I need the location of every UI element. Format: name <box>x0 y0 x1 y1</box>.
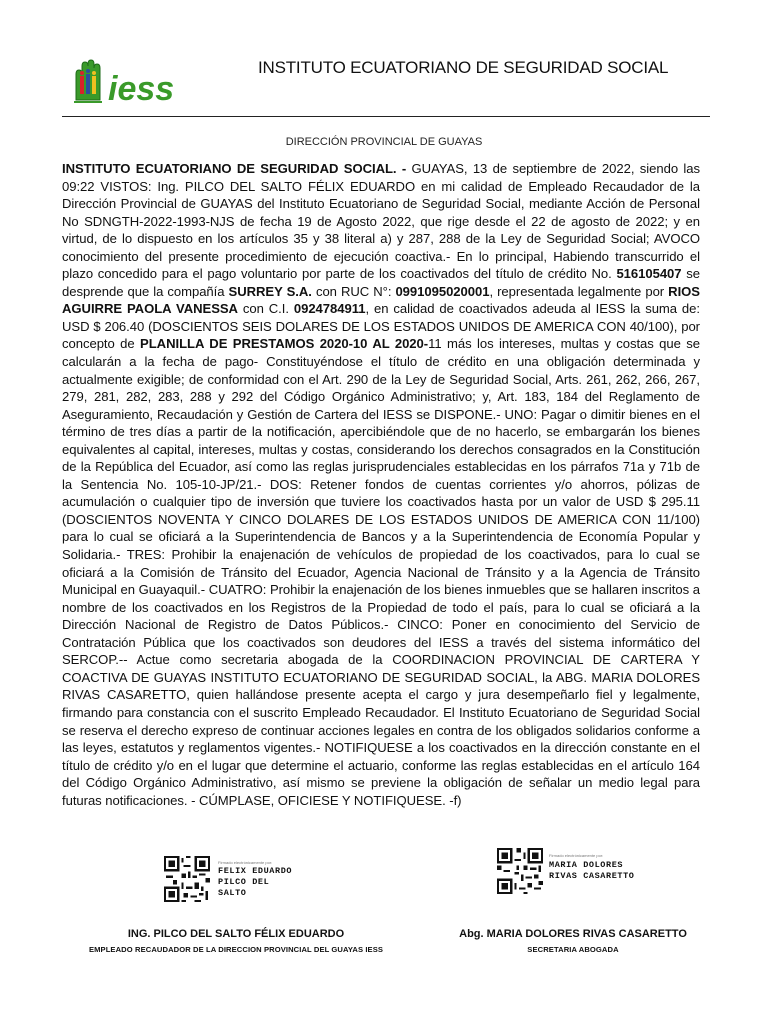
text-segment: 11 más los intereses, multas y costas que se calcularán a la fecha de pago- Constituyéndose el título de crédito en una obligación determinada y actualmente exigible; de conformidad con el Art. 290 de la Ley de Seguridad Social, Arts. 261, 262, 266, 267, 279, 281, 282, 283, 288 y 292 del Código Orgánico Administrativo; y, Art. 183, 184 del Reglamento de Aseguramiento, Recaudación y Gestión de Cartera del IESS se DISPONE.- UNO: Pagar o dimitir bienes en el término de tres días a partir de la notificación, apercibiéndole que de no hacerlo, se embargarán los bienes equivalentes al capital, intereses, multas y costas, considerando los derechos consagrados en la Constitución de la República del Ecuador, así como las reglas jurisprudenciales establecidas en los párrafos 71a y 71b de la Sentencia No. 105-10-JP/21.- DOS: Retener fondos de cuentas corrientes y/o ahorros, pólizas de acumulación o cualquier tipo de inversión que tuviere los coactivados hasta por un valor de USD $ 295.11 (DOSCIENTOS NOVENTA Y CINCO DOLARES DE LOS ESTADOS UNIDOS DE AMERICA CON 11/100) para lo cual se oficiará a la Superintendencia de Bancos y a la Superintendencia de Economía Popular y Solidaria.- TRES: Prohibir la enajenación de vehículos de propiedad de los coactivados, para lo cual se oficiará a la Comisión de Tránsito del Ecuador, Agencia Nacional de Tránsito y a la Agencia de Tránsito Municipal en Guayaquil.- CUATRO: Prohibir la enajenación de los bienes inmuebles que se hallaren inscritos a nombre de los coactivados en los Registros de la Propiedad de todo el país, para lo cual se oficiará a la Dirección Nacional de Registro de Datos Públicos.- CINCO: Poner en conocimiento del Servicio de Contratación Pública que los coactivados son deudores del IESS a través del sistema informático del SERCOP.-- Actue como secretaria abogada de la COORDINACION PROVINCIAL DE CARTERA Y COACTIVA DE GUAYAS INSTITUTO ECUATORIANO DE SEGURIDAD SOCIAL, la ABG. MARIA DOLORES RIVAS CASARETTO, quien hallándose presente acepta el cargo y jura desempeñarlo fiel y legalmente, firmando para constancia con el suscrito Empleado Recaudador. El Instituto Ecuatoriano de Seguridad Social se reserva el derecho expreso de continuar acciones legales en contra de los obligados solidarios conforme a las leyes, estatutos y reglamentos vigentes.- NOTIFIQUESE a los coactivados en la dirección constante en el título de crédito y/o en el lugar que determine el actuario, conforme las reglas establecidas en el artículo 164 del Código Orgánico Administrativo, así mismo se previene la obligación de señalar un medio legal para futuras notificaciones. - CÚMPLASE, OFICIESE Y NOTIFIQUESE. -f) <box>62 336 701 808</box>
credit-title-number: 516105407 <box>616 266 682 282</box>
stamp-name-right: MARIA DOLORES RIVAS CASARETTO <box>549 860 635 881</box>
institute-title: INSTITUTO ECUATORIANO DE SEGURIDAD SOCIAL <box>258 58 669 77</box>
stamp-name-left: FELIX EDUARDO PILCO DEL SALTO <box>218 866 293 898</box>
text-segment: GUAYAS, 13 de septiembre de 2022, siendo las 09:22 VISTOS: Ing. PILCO DEL SALTO FÉLIX EDUARDO en mi calidad de Empleado Recaudador de la Dirección Provincial de GUAYAS del Instituto Ecuatoriano de Seguridad Social, mediante Acción de Personal No SDNGTH-2022-1993-NJS de fecha 19 de Agosto 2022, que rige desde el 22 de agosto de 2022; y en virtud, de lo dispuesto en los artículos 35 y 38 literal a) y 287, 288 de la Ley de Seguridad Social; AVOCO conocimiento del presente procedimiento de ejecución coactiva.- En lo principal, Habiendo transcurrido el plazo concedido para el pago voluntario por parte de los coactivados del título de crédito No. <box>62 161 700 282</box>
signer-left-role: EMPLEADO RECAUDADOR DE LA DIRECCION PROVINCIAL DEL GUAYAS IESS <box>88 945 384 954</box>
header-divider <box>62 116 710 117</box>
concept-bold: PLANILLA DE PRESTAMOS 2020-10 AL 2020- <box>140 336 429 352</box>
signer-right <box>440 928 706 954</box>
qr-code-left-graphic <box>164 856 210 902</box>
text-segment: , representada legalmente por <box>489 283 669 299</box>
signed-by-label-right: Firmado electrónicamente por: <box>549 853 604 858</box>
signed-by-label-left: Firmado electrónicamente por: <box>218 860 273 865</box>
resolution-paragraph <box>62 160 700 809</box>
signer-right-name: Abg. MARIA DOLORES RIVAS CASARETTO <box>459 928 687 940</box>
signer-left-name: ING. PILCO DEL SALTO FÉLIX EDUARDO <box>127 928 345 940</box>
text-segment: , en calidad de coactivados adeuda al IESS la suma de: USD $ 206.40 (DOSCIENTOS SEIS DOLARES DE LOS ESTADOS UNIDOS DE AMERICA CON 40/100), por concepto de <box>62 301 700 352</box>
text-segment: con RUC N°: <box>311 283 396 299</box>
qr-code-right <box>497 848 543 894</box>
iess-logo-graphic <box>70 56 220 108</box>
signer-left <box>48 928 424 954</box>
resolution-body <box>62 160 700 809</box>
qr-code-left <box>164 856 210 902</box>
ruc-number: 0991095020001 <box>395 283 490 299</box>
signer-right-role: SECRETARIA ABOGADA <box>527 945 619 954</box>
institute-name-bold: INSTITUTO ECUATORIANO DE SEGURIDAD SOCIAL. - <box>62 161 407 176</box>
legal-representative: RIOS AGUIRRE PAOLA VANESSA <box>62 283 700 317</box>
text-segment: con C.I. <box>237 301 294 317</box>
company-name: SURREY S.A. <box>228 283 312 299</box>
department-title: DIRECCIÓN PROVINCIAL DE GUAYAS <box>285 136 483 148</box>
text-segment: se desprende que la compañía <box>62 266 700 299</box>
ci-number: 0924784911 <box>293 301 366 317</box>
iess-logo <box>70 56 220 108</box>
iess-wordmark: iess <box>108 70 175 108</box>
qr-code-right-graphic <box>497 848 543 894</box>
